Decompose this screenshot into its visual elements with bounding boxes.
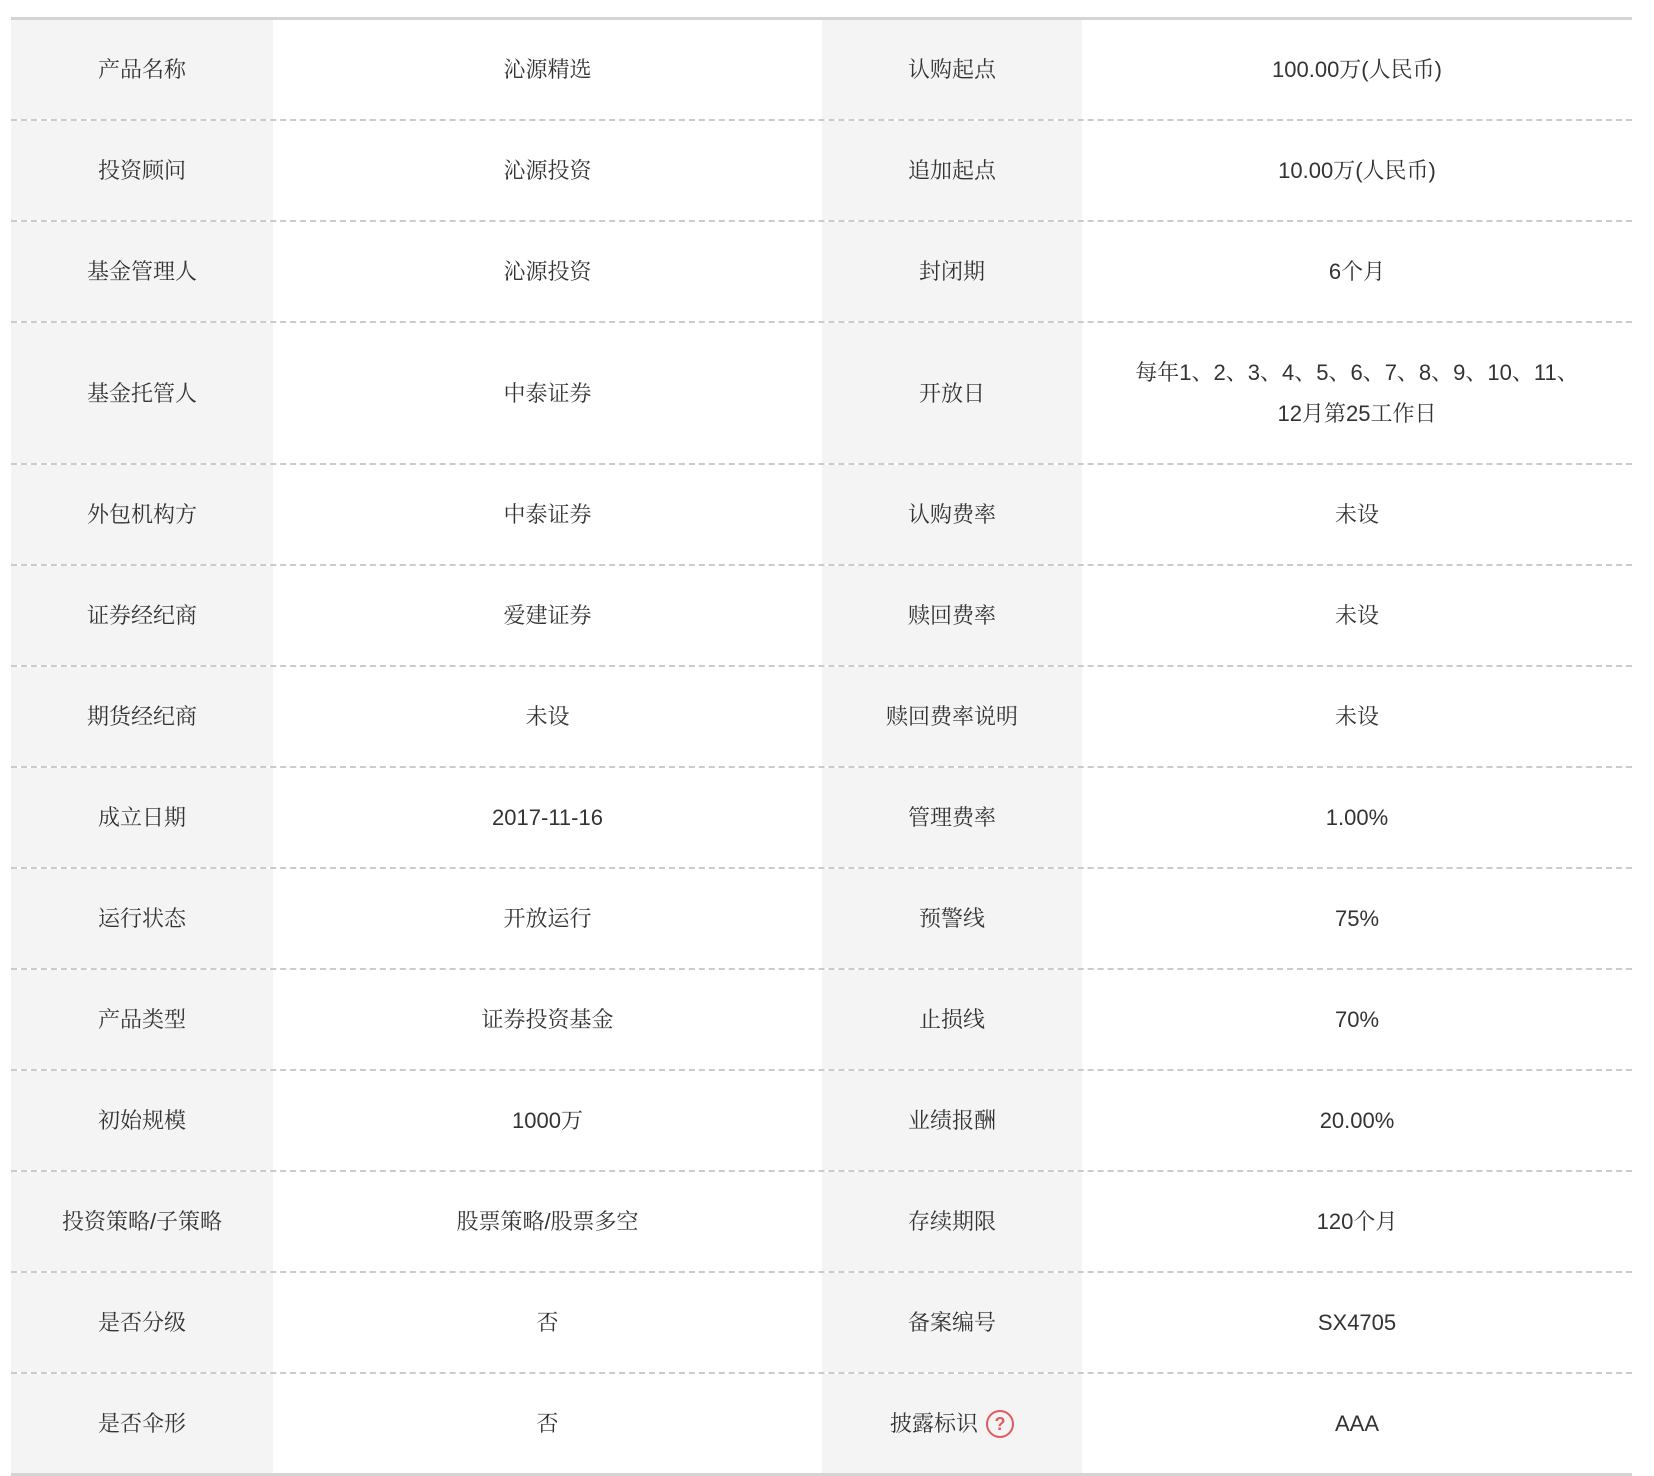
field-value-left [273, 667, 822, 766]
field-label-right [822, 667, 1082, 766]
field-label-left-text: 成立日期 [97, 805, 186, 830]
field-label-left [11, 20, 273, 119]
field-label-right-text: 披露标识 [889, 1411, 978, 1436]
field-value-right-text: 未设 [1334, 502, 1379, 527]
field-value-left-text: 否 [536, 1310, 559, 1335]
field-value-left-text: 证券投资基金 [481, 1007, 614, 1032]
field-value-left [273, 768, 822, 867]
field-label-right [822, 1374, 1082, 1473]
field-value-right-text: 70% [1334, 1007, 1380, 1032]
field-value-left-text: 沁源投资 [503, 158, 592, 183]
field-value-right [1082, 970, 1632, 1069]
help-question-icon[interactable]: ? [986, 1410, 1014, 1438]
table-row [11, 323, 1632, 465]
table-row [11, 869, 1632, 970]
field-label-right-text: 备案编号 [907, 1310, 996, 1335]
field-value-right [1082, 222, 1632, 321]
field-value-right-text: SX4705 [1317, 1310, 1397, 1335]
field-label-right-text: 存续期限 [907, 1209, 996, 1234]
field-label-right-text: 赎回费率 [907, 603, 996, 628]
field-value-left-text: 爱建证券 [503, 603, 592, 628]
field-value-left [273, 20, 822, 119]
field-label-left [11, 1374, 273, 1473]
field-label-left [11, 465, 273, 564]
field-label-left [11, 667, 273, 766]
field-label-right [822, 222, 1082, 321]
table-row [11, 1172, 1632, 1273]
field-value-left [273, 869, 822, 968]
product-info-table [11, 17, 1632, 1476]
table-row [11, 1273, 1632, 1374]
field-value-right [1082, 1374, 1632, 1473]
field-label-left-text: 期货经纪商 [86, 704, 197, 729]
field-label-right [822, 323, 1082, 463]
field-label-left-text: 基金管理人 [86, 259, 197, 284]
table-row [11, 222, 1632, 323]
field-value-right [1082, 1071, 1632, 1170]
field-value-right-text: 每年1、2、3、4、5、6、7、8、9、10、11、12月第25工作日 [1135, 360, 1579, 426]
field-label-left-text: 初始规模 [97, 1108, 186, 1133]
field-label-right-text: 预警线 [918, 906, 985, 931]
field-value-left-text: 否 [536, 1411, 559, 1436]
field-label-left-text: 投资策略/子策略 [61, 1209, 223, 1234]
field-label-right-text: 封闭期 [918, 259, 985, 284]
field-value-left [273, 1071, 822, 1170]
field-label-right [822, 768, 1082, 867]
field-value-left-text: 1000万 [512, 1108, 583, 1133]
field-label-left [11, 566, 273, 665]
field-label-left [11, 1071, 273, 1170]
field-label-right [822, 1273, 1082, 1372]
field-label-right-text: 止损线 [918, 1007, 985, 1032]
field-label-left [11, 970, 273, 1069]
table-row [11, 1374, 1632, 1473]
field-value-right-text: 100.00万(人民币) [1272, 57, 1442, 82]
field-value-left [273, 1273, 822, 1372]
field-value-left-text: 中泰证券 [503, 502, 592, 527]
field-label-left-text: 投资顾问 [97, 158, 186, 183]
field-value-left [273, 1172, 822, 1271]
field-label-left-text: 产品类型 [97, 1007, 186, 1032]
field-value-right-text: 20.00% [1319, 1108, 1395, 1133]
field-label-right-text: 认购起点 [907, 57, 996, 82]
field-value-left [273, 465, 822, 564]
field-value-right-text: 未设 [1334, 603, 1379, 628]
field-label-right-text: 认购费率 [907, 502, 996, 527]
field-value-left-text: 未设 [525, 704, 570, 729]
field-value-right [1082, 768, 1632, 867]
field-value-right-text: 10.00万(人民币) [1278, 158, 1436, 183]
field-value-right [1082, 465, 1632, 564]
table-row [11, 465, 1632, 566]
field-value-right [1082, 869, 1632, 968]
field-value-left-text: 沁源投资 [503, 259, 592, 284]
field-value-right-text: 75% [1334, 906, 1380, 931]
table-row [11, 667, 1632, 768]
field-label-left [11, 869, 273, 968]
table-row [11, 1071, 1632, 1172]
field-value-right [1082, 667, 1632, 766]
field-value-left [273, 566, 822, 665]
field-label-left-text: 运行状态 [97, 906, 186, 931]
field-label-right-text: 赎回费率说明 [885, 704, 1018, 729]
field-label-right [822, 1071, 1082, 1170]
table-row [11, 20, 1632, 121]
field-label-left [11, 222, 273, 321]
field-value-left [273, 1374, 822, 1473]
table-row [11, 566, 1632, 667]
field-label-left-text: 基金托管人 [86, 380, 197, 406]
field-label-right-text: 追加起点 [907, 158, 996, 183]
field-label-left [11, 1172, 273, 1271]
field-label-left [11, 121, 273, 220]
table-row [11, 768, 1632, 869]
field-value-right [1082, 20, 1632, 119]
table-row [11, 121, 1632, 222]
field-value-left [273, 323, 822, 463]
field-label-left-text: 是否伞形 [97, 1411, 186, 1436]
field-value-left-text: 2017-11-16 [492, 805, 603, 830]
field-value-right [1082, 1273, 1632, 1372]
field-value-left [273, 121, 822, 220]
field-label-left-text: 是否分级 [97, 1310, 186, 1335]
field-label-right [822, 121, 1082, 220]
field-label-right [822, 970, 1082, 1069]
field-value-right [1082, 323, 1632, 463]
field-label-left-text: 证券经纪商 [86, 603, 197, 628]
field-value-left [273, 970, 822, 1069]
field-value-right-text: 未设 [1334, 704, 1379, 729]
field-value-right-text: 6个月 [1328, 259, 1386, 284]
field-value-right [1082, 566, 1632, 665]
field-label-right-text: 开放日 [918, 380, 985, 406]
field-label-right [822, 566, 1082, 665]
field-label-right [822, 1172, 1082, 1271]
table-row [11, 970, 1632, 1071]
field-label-right-text: 管理费率 [907, 805, 996, 830]
field-value-left-text: 股票策略/股票多空 [456, 1209, 639, 1234]
field-value-right [1082, 121, 1632, 220]
field-label-left [11, 1273, 273, 1372]
field-value-right-text: 120个月 [1316, 1209, 1398, 1234]
field-value-left-text: 开放运行 [503, 906, 592, 931]
field-value-left [273, 222, 822, 321]
field-label-right [822, 20, 1082, 119]
field-label-right [822, 869, 1082, 968]
field-label-left-text: 产品名称 [97, 57, 186, 82]
field-label-right-text: 业绩报酬 [907, 1108, 996, 1133]
field-label-left [11, 323, 273, 463]
field-label-left [11, 768, 273, 867]
field-value-left-text: 中泰证券 [503, 380, 592, 406]
field-value-left-text: 沁源精选 [503, 57, 592, 82]
field-label-left-text: 外包机构方 [86, 502, 197, 527]
field-value-right-text: AAA [1334, 1411, 1380, 1436]
field-label-right [822, 465, 1082, 564]
field-value-right [1082, 1172, 1632, 1271]
field-value-right-text: 1.00% [1325, 805, 1389, 830]
